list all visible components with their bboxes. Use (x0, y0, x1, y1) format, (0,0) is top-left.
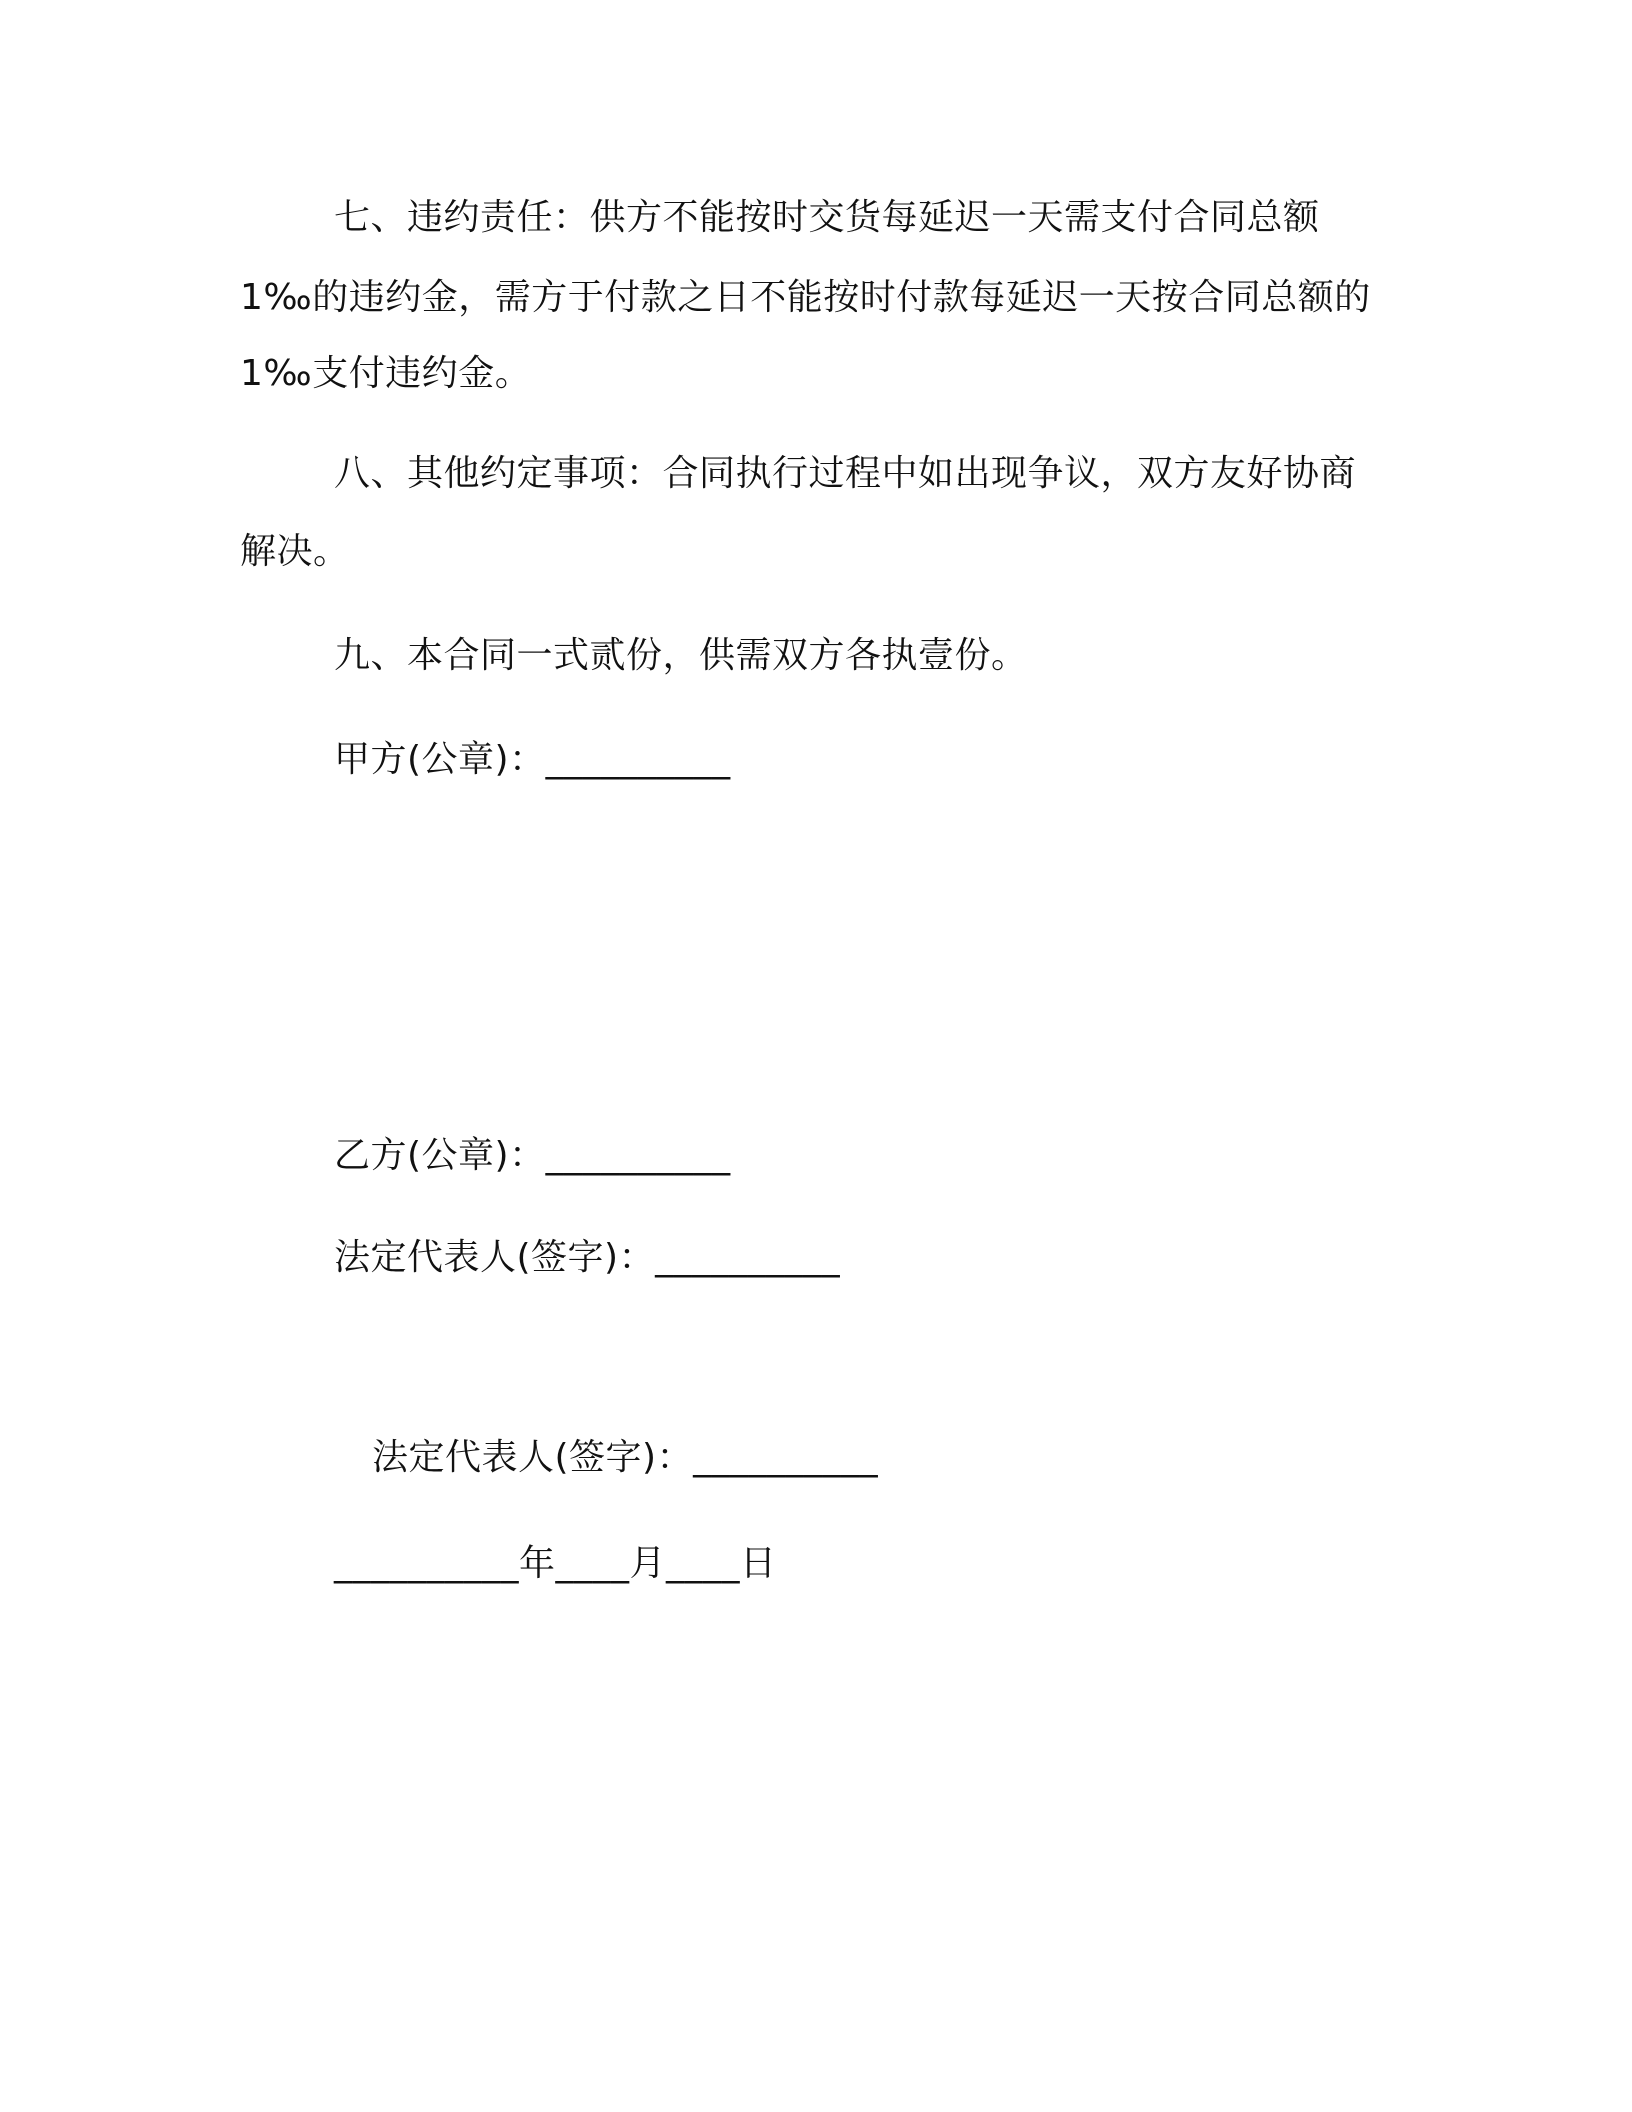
clause-7-line-3: 1‰支付违约金。 (240, 353, 532, 394)
clause-8-line-2: 解决。 (240, 531, 350, 572)
clause-9: 九、本合同一式贰份，供需双方各执壹份。 (334, 635, 1028, 676)
clause-7-line-2: 1‰的违约金，需方于付款之日不能按时付款每延迟一天按合同总额的 (240, 277, 1371, 318)
legal-rep-signature-line-2: 法定代表人(签字)：__________ (372, 1437, 879, 1478)
legal-rep-signature-line-1: 法定代表人(签字)：__________ (334, 1237, 841, 1278)
party-a-seal-line: 甲方(公章)：__________ (334, 739, 731, 780)
party-b-seal-line: 乙方(公章)：__________ (334, 1135, 731, 1176)
clause-8-line-1: 八、其他约定事项：合同执行过程中如出现争议，双方友好协商 (334, 453, 1357, 494)
date-line: __________年____月____日 (334, 1543, 777, 1584)
clause-7-line-1: 七、违约责任：供方不能按时交货每延迟一天需支付合同总额 (334, 197, 1320, 238)
